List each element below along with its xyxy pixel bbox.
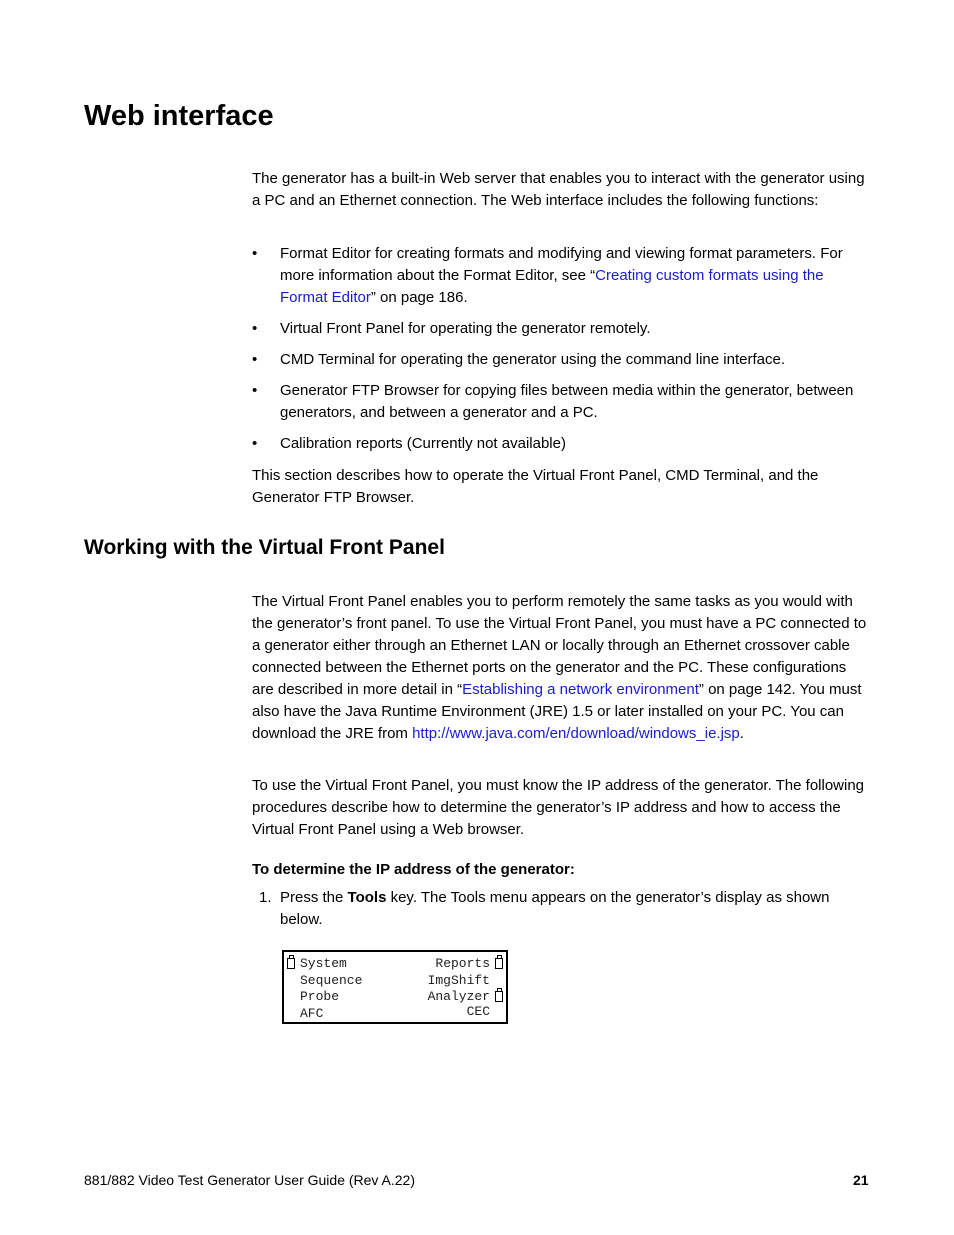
footer-title: 881/882 Video Test Generator User Guide (Rev A.22) — [84, 1172, 416, 1188]
menu-item-imgshift: ImgShift — [427, 973, 490, 988]
menu-item-probe: Probe — [300, 989, 340, 1004]
list-item-text: CMD Terminal for operating the generator using the command line interface. — [280, 351, 785, 368]
paragraph-text: ” on page 142. You must also have the Java Runtime Environment (JRE) 1.5 or later installed on your PC. You can download the JRE from — [252, 681, 862, 742]
intro-paragraph: The generator has a built-in Web server that enables you to interact with the generator using a PC and an Ethernet connection. The Web interface includes the following functions: — [252, 170, 865, 209]
network-environment-link[interactable]: Establishing a network environment — [462, 681, 699, 698]
page-number: 21 — [853, 1172, 869, 1188]
list-item-text: Format Editor for creating formats and modifying and viewing format parameters. For more information about the Format Editor, see “ — [280, 245, 843, 284]
list-item-text: ” on page 186. — [370, 289, 468, 306]
folder-icon — [287, 958, 295, 969]
menu-item-sequence: Sequence — [300, 973, 363, 988]
list-item-text: Calibration reports (Currently not available) — [280, 435, 566, 452]
bullet-marker: • — [252, 320, 258, 337]
list-item-text: Virtual Front Panel for operating the generator remotely. — [280, 320, 651, 337]
display-row — [284, 1006, 506, 1023]
display-row — [284, 956, 506, 973]
bullet-marker: • — [252, 245, 258, 262]
paragraph-text: The Virtual Front Panel enables you to perform remotely the same tasks as you would with the generator’s front panel. To use the Virtual Front Panel, you must have a PC connected to a generator either through an Ethernet LAN or locally through an Ethernet crossover cable connected between the Ethernet ports on the generator and the PC. These configurations are described in more detail in “ — [252, 593, 867, 698]
menu-item-analyzer: Analyzer — [427, 989, 490, 1004]
menu-item-system: System — [300, 956, 347, 971]
step-text: key. The Tools menu appears on the generator’s display as shown below. — [280, 889, 830, 928]
bullet-marker: • — [252, 351, 258, 368]
vfp-paragraph-2: To use the Virtual Front Panel, you must know the IP address of the generator. The following procedures describe how to determine the generator’s IP address and how to access the Virtual Front Panel using a Web browser. — [252, 777, 865, 838]
format-editor-link[interactable]: Creating custom formats using the Format Editor — [280, 267, 824, 306]
bullet-marker: • — [252, 435, 258, 452]
bullet-marker: • — [252, 382, 258, 399]
page-title: Web interface — [84, 100, 274, 132]
jre-download-link[interactable]: http://www.java.com/en/download/windows_ie.jsp — [412, 725, 740, 742]
menu-item-cec: CEC — [466, 1004, 490, 1019]
step-text: Press the — [280, 889, 348, 906]
tools-key-label: Tools — [347, 889, 387, 906]
display-row — [284, 973, 506, 990]
tools-menu-display — [282, 950, 508, 1024]
step-number: 1. — [259, 889, 272, 906]
section-description: This section describes how to operate the Virtual Front Panel, CMD Terminal, and the Generator FTP Browser. — [252, 467, 819, 506]
procedure-title: To determine the IP address of the generator: — [252, 861, 575, 878]
folder-icon — [495, 958, 503, 969]
section-heading: Working with the Virtual Front Panel — [84, 536, 445, 559]
list-item-text: Generator FTP Browser for copying files between media within the generator, between generators, and between a generator and a PC. — [280, 382, 854, 421]
menu-item-reports: Reports — [435, 956, 490, 971]
folder-icon — [495, 991, 503, 1002]
paragraph-text: . — [739, 725, 744, 742]
vfp-paragraph — [252, 591, 872, 745]
menu-item-afc: AFC — [300, 1006, 324, 1021]
